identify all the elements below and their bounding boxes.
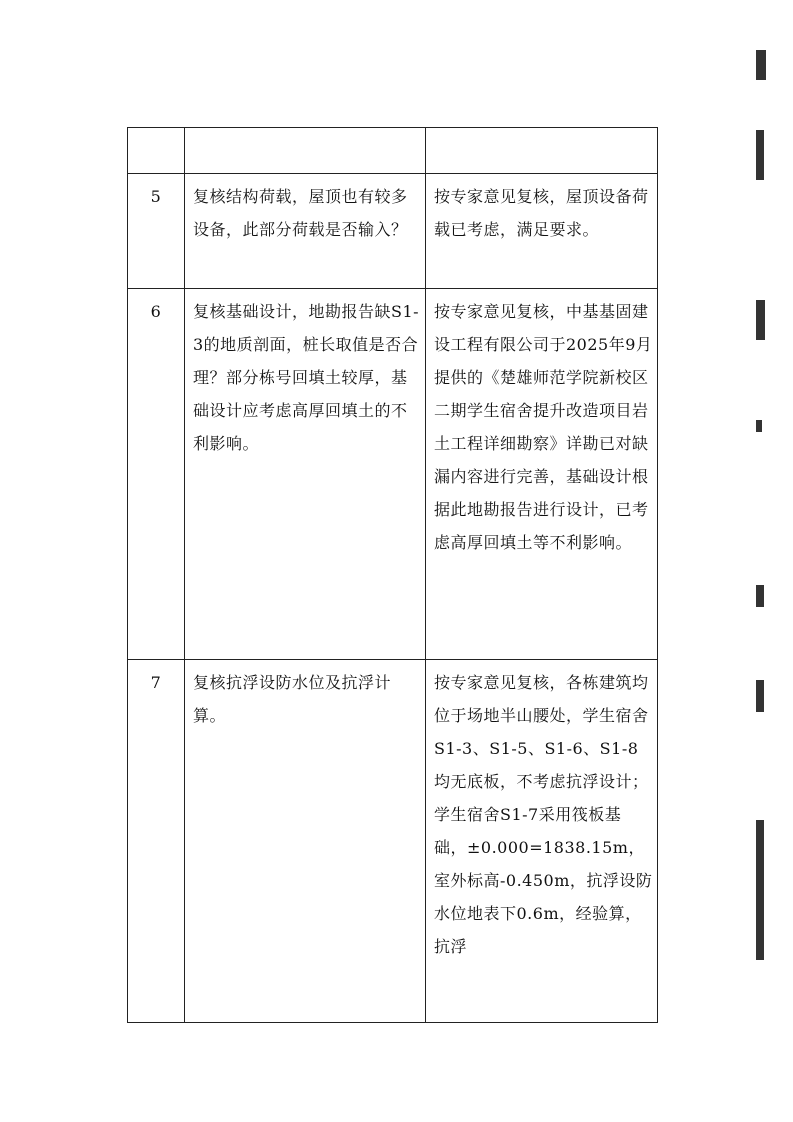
table-row bbox=[128, 660, 658, 1023]
cell-reply bbox=[426, 289, 658, 660]
response-text: 按专家意见复核，中基基固建设工程有限公司于2025年9月提供的《楚雄师范学院新校区二期学生宿舍提升改造项目岩土工程详细勘察》详勘已对缺漏内容进行完善，基础设计根据此地勘报告进行设计，已考虑高厚回填土等不利影响。 bbox=[434, 302, 653, 552]
scan-mark bbox=[756, 420, 762, 432]
cell-num bbox=[128, 289, 185, 660]
row-number: 6 bbox=[150, 302, 162, 321]
expert-opinion-text: 复核基础设计，地勘报告缺S1-3的地质剖面，桩长取值是否合理？部分栋号回填土较厚，基础设计应考虑高厚回填土的不利影响。 bbox=[193, 302, 420, 453]
scan-mark bbox=[756, 820, 764, 960]
cell-reply bbox=[426, 660, 658, 1023]
table-row bbox=[128, 289, 658, 660]
scan-edge-marks bbox=[752, 40, 782, 1100]
cell-opinion bbox=[185, 174, 426, 289]
response-text: 按专家意见复核，各栋建筑均位于场地半山腰处，学生宿舍S1-3、S1-5、S1-6、S1-8均无底板，不考虑抗浮设计；学生宿舍S1-7采用筏板基础，±0.000=1838.15m，室外标高-0.450m，抗浮设防水位地表下0.6m，经验算，抗浮 bbox=[434, 673, 653, 956]
cell-reply bbox=[426, 174, 658, 289]
scan-mark bbox=[756, 585, 764, 607]
cell-num bbox=[128, 174, 185, 289]
cell-num bbox=[128, 660, 185, 1023]
expert-opinion-text: 复核抗浮设防水位及抗浮计算。 bbox=[193, 673, 392, 725]
row-number: 7 bbox=[150, 673, 162, 692]
expert-opinion-text: 复核结构荷载，屋顶也有较多设备，此部分荷载是否输入？ bbox=[193, 187, 408, 239]
cell-opinion bbox=[185, 289, 426, 660]
scan-mark bbox=[756, 680, 764, 712]
row-number: 5 bbox=[150, 187, 162, 206]
review-response-table bbox=[127, 127, 658, 1023]
cell-num bbox=[128, 128, 185, 174]
cell-opinion bbox=[185, 660, 426, 1023]
scan-mark bbox=[756, 130, 764, 180]
cell-opinion bbox=[185, 128, 426, 174]
scan-mark bbox=[756, 50, 766, 80]
table-row-blank bbox=[128, 128, 658, 174]
table-row bbox=[128, 174, 658, 289]
response-text: 按专家意见复核，屋顶设备荷载已考虑，满足要求。 bbox=[434, 187, 649, 239]
scan-mark bbox=[756, 300, 765, 340]
cell-reply bbox=[426, 128, 658, 174]
